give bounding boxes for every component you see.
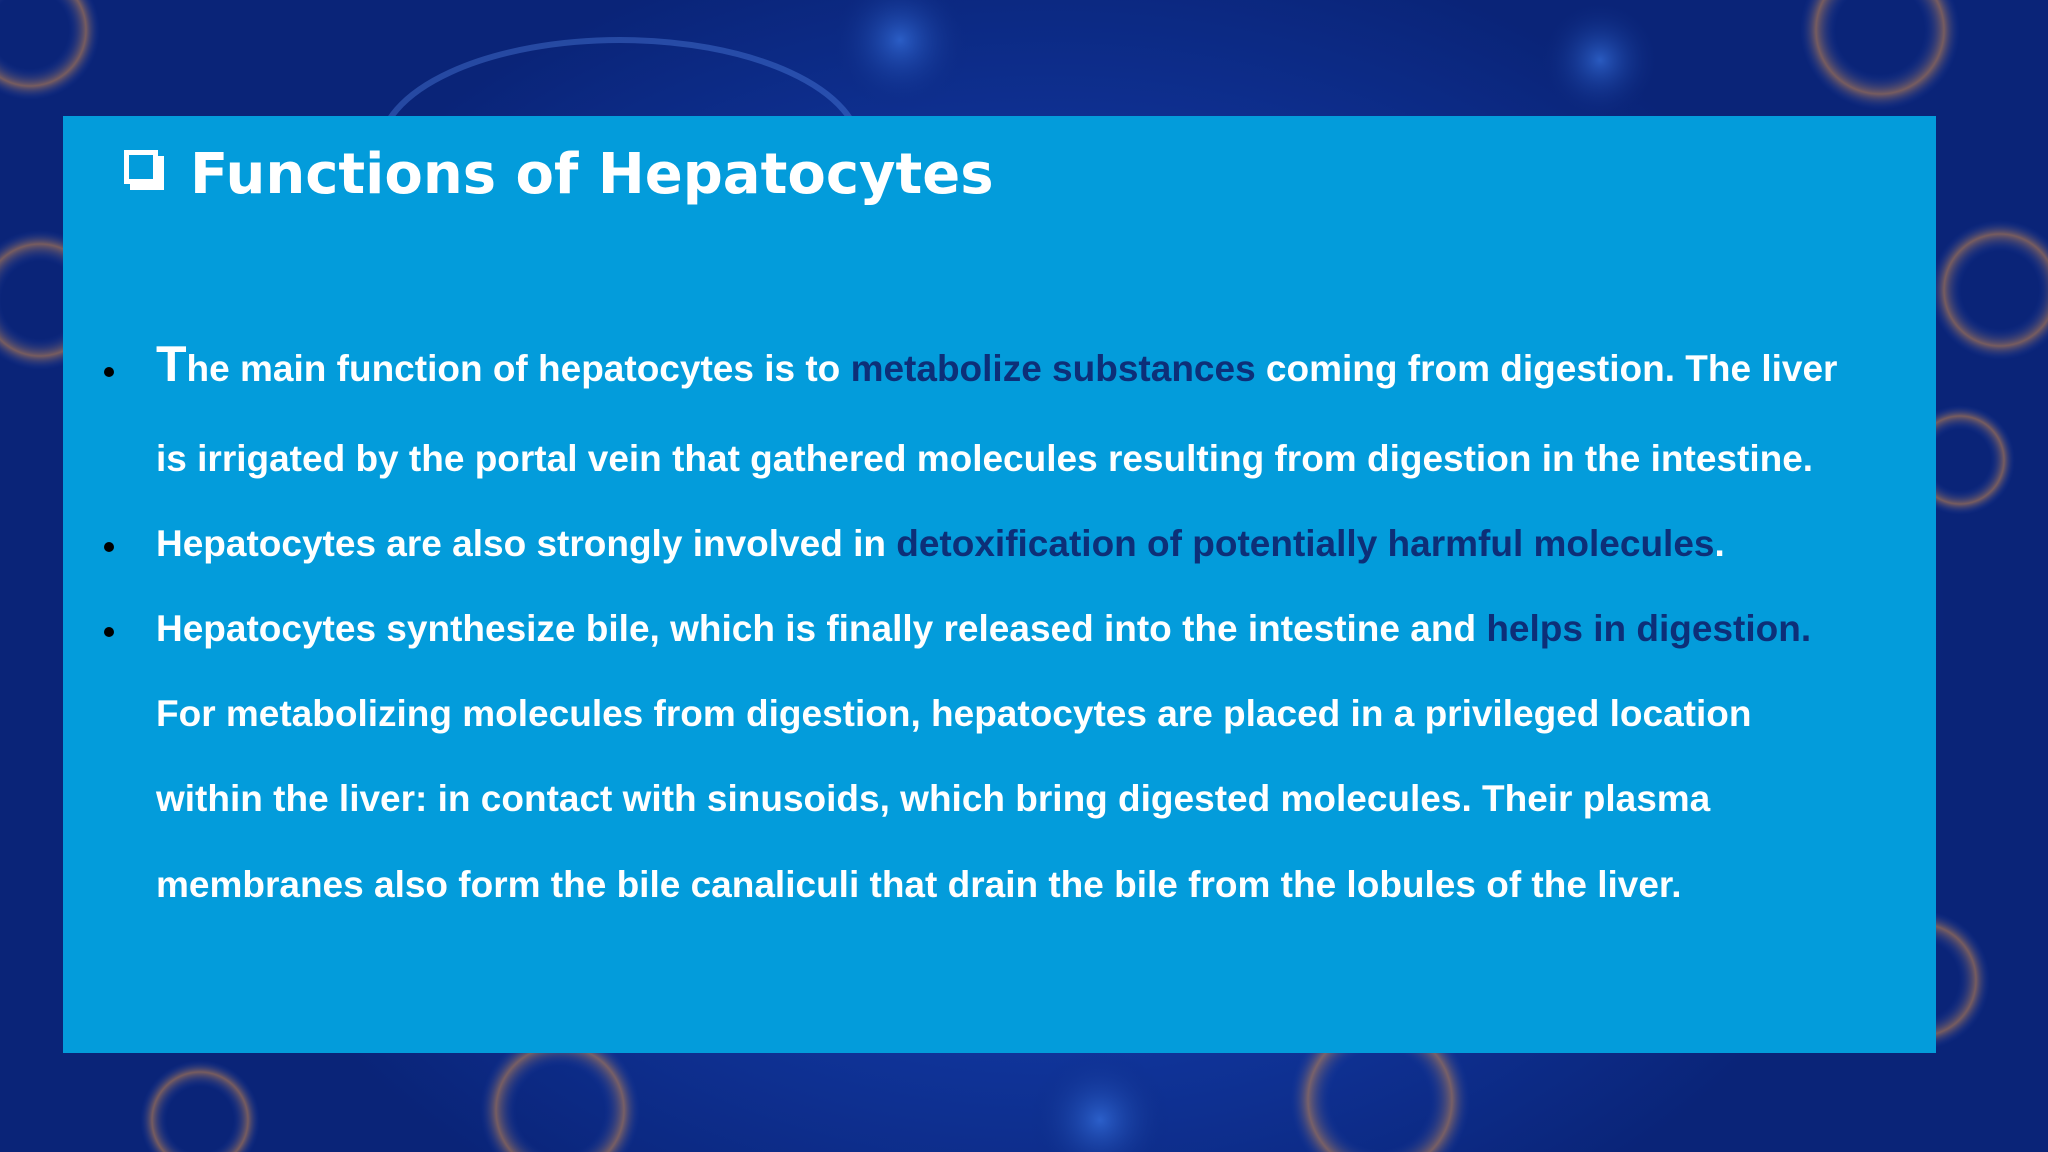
bullet-3-line-3: within the liver: in contact with sinusoids, which bring digested molecules. Their plasma (156, 778, 1711, 819)
bullet-2-line-1: Hepatocytes are also strongly involved in detoxification of potentially harmful molecules. (156, 523, 1725, 564)
bullet-icon (104, 627, 114, 637)
bullet-1-line-1: The main function of hepatocytes is to metabolize substances coming from digestion. The liver (156, 336, 1838, 392)
highlight-metabolize-substances: metabolize substances (850, 348, 1256, 389)
bullet-3-line-1: Hepatocytes synthesize bile, which is finally released into the intestine and helps in digestion. (156, 608, 1812, 649)
slide-title (124, 136, 994, 212)
bullet-3-line-4: membranes also form the bile canaliculi that drain the bile from the lobules of the liver. (156, 864, 1682, 905)
slide-title-text: Functions of Hepatocytes (190, 141, 994, 207)
content-panel (63, 116, 1936, 1053)
bullet-icon (104, 367, 114, 377)
highlight-helps-in-digestion: helps in digestion. (1486, 608, 1812, 649)
checkbox-square-icon (124, 150, 158, 184)
highlight-detoxification: detoxification of potentially harmful molecules (896, 523, 1715, 564)
bullet-icon (104, 542, 114, 552)
bullet-3-line-2: For metabolizing molecules from digestion, hepatocytes are placed in a privileged location (156, 693, 1752, 734)
bullet-1-line-2: is irrigated by the portal vein that gathered molecules resulting from digestion in the intestine. (156, 438, 1814, 479)
